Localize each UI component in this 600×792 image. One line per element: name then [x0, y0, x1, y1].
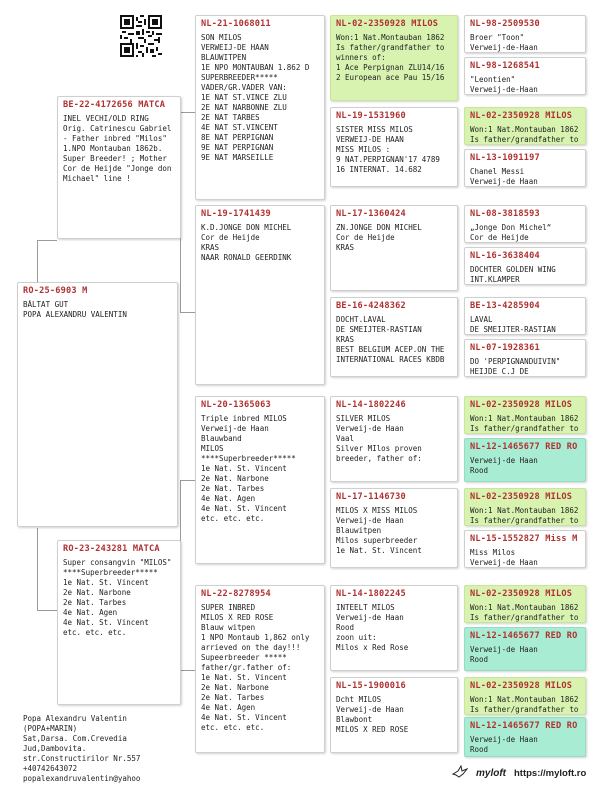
pedigree-granddam-maternal-card[interactable]: [195, 585, 325, 753]
ring-number: NL-98-1268541: [470, 61, 540, 71]
ring-number: NL-02-2350928 MILOS: [470, 400, 573, 410]
info-line: MILOS X MISS MILOS: [336, 506, 418, 515]
info-line: MISS MILOS :: [336, 145, 391, 154]
ring-number: NL-17-1146730: [336, 492, 406, 502]
info-line: Dcht MILOS: [336, 695, 382, 704]
ring-number: NL-16-3638404: [470, 251, 540, 261]
info-line: Blawbont: [336, 715, 373, 724]
connector-line: [180, 670, 195, 671]
info-line: 1e Nat. St. Vincent: [201, 673, 287, 682]
info-line: INTERNATIONAL RACES KBDB: [336, 355, 445, 364]
ring-number: NL-22-8278954: [201, 589, 271, 599]
info-line: 2e Nat. Tarbes: [201, 484, 265, 493]
ring-number: NL-12-1465677 RED RO: [470, 721, 578, 731]
pedigree-subject-card[interactable]: [17, 282, 178, 527]
info-line: 2e Nat. Tarbes: [201, 693, 265, 702]
info-line: Broer "Toon": [470, 33, 525, 42]
info-line: 4e Nat. Agen: [63, 608, 118, 617]
info-line: Milos superbreeder: [336, 536, 418, 545]
info-line: 4e Nat. St. Vincent: [201, 504, 287, 513]
info-line: BLAUWITPEN: [201, 53, 247, 62]
owner-line: str.Constructirilor Nr.557: [23, 754, 141, 763]
info-line: 4e Nat. Agen: [201, 494, 256, 503]
pedigree-sire-card[interactable]: [57, 96, 181, 239]
ring-number: NL-21-1068011: [201, 19, 271, 29]
info-line: Is father/grandfather to: [470, 516, 579, 525]
info-line: Super consangvin "MILOS": [63, 558, 172, 567]
info-line: Verweij-de Haan: [470, 645, 538, 654]
info-line: Rood: [470, 655, 489, 664]
info-line: DE SMEIJTER-RASTIAN: [336, 325, 422, 334]
info-line: etc. etc. etc.: [63, 628, 127, 637]
pedigree-gg-card[interactable]: [330, 297, 458, 377]
info-line: Silver MIlos proven: [336, 444, 422, 453]
info-line: SUPER INBRED: [201, 603, 256, 612]
info-line: 4e Nat. Agen: [201, 703, 256, 712]
info-line: Won:1 Nat.Montauban 1862: [336, 33, 445, 42]
info-line: 2e Nat. Narbone: [63, 588, 131, 597]
info-line: Miss Milos: [470, 548, 516, 557]
info-line: Supeerbreeder *****: [201, 653, 287, 662]
info-line: Won:1 Nat.Montauban 1862: [470, 414, 579, 423]
pedigree-gg-card[interactable]: [330, 205, 458, 291]
pedigree-gg-card[interactable]: [330, 15, 458, 101]
info-line: KRAS: [336, 243, 355, 252]
info-line: - Father inbred "Milos": [63, 134, 167, 143]
info-line: winners of:: [336, 53, 386, 62]
pedigree-ggg-card[interactable]: [464, 15, 586, 53]
pedigree-ggg-card[interactable]: [464, 297, 586, 335]
owner-line: Sat,Darsa. Com.Crevedia: [23, 734, 127, 743]
pedigree-ggg-card[interactable]: [464, 57, 586, 95]
info-line: MILOS X RED ROSE: [201, 613, 274, 622]
info-line: Michael" line !: [63, 174, 131, 183]
info-line: INEL VECHI/OLD RING: [63, 114, 149, 123]
info-line: etc. etc. etc.: [201, 514, 265, 523]
pedigree-dam-card[interactable]: [57, 540, 181, 705]
info-line: INTEELT MILOS: [336, 603, 395, 612]
ring-number: NL-02-2350928 MILOS: [470, 111, 573, 121]
pedigree-ggg-card[interactable]: [464, 530, 586, 568]
pedigree-gg-card[interactable]: [330, 488, 458, 568]
info-line: KRAS: [336, 335, 355, 344]
info-line: 16 INTERNAT. 14.682: [336, 165, 422, 174]
info-line: Blauwitpen: [336, 526, 382, 535]
pedigree-gg-card[interactable]: [330, 107, 458, 187]
info-line: DE SMEIJTER-RASTIAN: [470, 325, 556, 334]
brand-logo: myloft: [476, 768, 506, 779]
info-line: Rood: [336, 623, 355, 632]
info-line: VADER/GR.VADER VAN:: [201, 83, 287, 92]
ring-number: NL-19-1741439: [201, 209, 271, 219]
info-line: LAVAL: [470, 315, 493, 324]
pedigree-grandsire-paternal-card[interactable]: [195, 15, 325, 200]
pedigree-gg-card[interactable]: [330, 396, 458, 482]
info-line: BEST BELGIUM ACEP.ON THE: [336, 345, 445, 354]
info-line: "Leontien": [470, 75, 516, 84]
info-line: 9E NAT MARSEILLE: [201, 153, 274, 162]
info-line: Won:1 Nat.Montauban 1862: [470, 506, 579, 515]
info-line: 2e Nat. Narbone: [201, 683, 269, 692]
brand-footer: [452, 765, 586, 782]
info-line: etc. etc. etc.: [201, 723, 265, 732]
info-line: BĂLTAT GUT: [23, 300, 69, 309]
info-line: Rood: [470, 745, 489, 754]
info-line: Won:1 Nat.Montauban 1862: [470, 603, 579, 612]
pedigree-ggg-card[interactable]: [464, 247, 586, 285]
pedigree-gg-card[interactable]: [330, 677, 458, 753]
info-line: K.D.JONGE DON MICHEL: [201, 223, 292, 232]
info-line: Verweij-de Haan: [336, 705, 404, 714]
info-line: 2e Nat. Narbone: [201, 474, 269, 483]
owner-line: (POPA+MARIN): [23, 724, 78, 733]
ring-number: NL-12-1465677 RED RO: [470, 631, 578, 641]
pedigree-ggg-card[interactable]: [464, 585, 586, 623]
connector-line: [37, 240, 38, 282]
ring-number: NL-02-2350928 MILOS: [470, 681, 573, 691]
info-line: SILVER MILOS: [336, 414, 391, 423]
info-line: 1.NPO Montauban 1862b.: [63, 144, 163, 153]
pigeon-icon: [452, 765, 468, 782]
info-line: Verweij-de Haan: [201, 424, 269, 433]
info-line: Rood: [470, 466, 489, 475]
info-line: Verweij-de Haan: [336, 424, 404, 433]
info-line: Super Breeder! ; Mother: [63, 154, 167, 163]
info-line: Is father/grandfather to: [470, 424, 579, 433]
info-line: 1e Nat. St. Vincent: [336, 546, 422, 555]
info-line: Verweij-de Haan: [336, 613, 404, 622]
info-line: INT.KLAMPER: [470, 275, 520, 284]
info-line: 4E NAT ST.VINCENT: [201, 123, 278, 132]
pedigree-gg-card[interactable]: [330, 585, 458, 671]
owner-line: +40742643072: [23, 764, 78, 773]
info-line: 8E NAT PERPIGNAN: [201, 133, 274, 142]
owner-line: Popa Alexandru Valentin: [23, 714, 127, 723]
pedigree-ggg-card[interactable]: [464, 677, 586, 715]
ring-number: BE-16-4248362: [336, 301, 406, 311]
ring-number: NL-14-1802246: [336, 400, 406, 410]
info-line: VERWEIJ-DE HAAN: [201, 43, 269, 52]
ring-number: NL-02-2350928 MILOS: [470, 492, 573, 502]
info-line: ****Superbreeder*****: [201, 454, 296, 463]
ring-number: NL-15-1552827 Miss M: [470, 534, 578, 544]
info-line: 1E NPO MONTAUBAN 1.862 D: [201, 63, 310, 72]
info-line: Cor de Heijde: [336, 233, 395, 242]
info-line: Verweij-de-Haan: [470, 43, 538, 52]
connector-line: [180, 480, 195, 481]
info-line: Cor de Heijde: [470, 233, 529, 242]
info-line: 4e Nat. St. Vincent: [63, 618, 149, 627]
ring-number: NL-13-1091197: [470, 153, 540, 163]
info-line: MILOS: [201, 444, 224, 453]
ring-number: RO-25-6903 M: [23, 286, 88, 296]
info-line: Is father/grandfather to: [336, 43, 445, 52]
ring-number: NL-14-1802245: [336, 589, 406, 599]
info-line: DO 'PERPIGNANDUIVIN": [470, 357, 561, 366]
info-line: Verweij-de Haan: [336, 516, 404, 525]
pedigree-ggg-card[interactable]: [464, 149, 586, 187]
info-line: VERWEIJ-DE HAAN: [336, 135, 404, 144]
info-line: Won:1 Nat.Montauban 1862: [470, 695, 579, 704]
qr-code: [120, 15, 162, 57]
ring-number: RO-23-243281 MATCA: [63, 544, 160, 554]
info-line: POPA ALEXANDRU VALENTIN: [23, 310, 127, 319]
info-line: 9 NAT.PERPIGNAN'17 4789: [336, 155, 440, 164]
info-line: 2e Nat. Tarbes: [63, 598, 127, 607]
pedigree-granddam-paternal-card[interactable]: [195, 205, 325, 385]
owner-contact-block: [23, 714, 140, 784]
owner-email[interactable]: popalexandruvalentin@yahoo: [23, 774, 141, 783]
info-line: Milos x Red Rose: [336, 643, 409, 652]
info-line: Is father/grandfather to: [470, 705, 579, 714]
ring-number: NL-07-1928361: [470, 343, 540, 353]
info-line: MILOS X RED ROSE: [336, 725, 409, 734]
info-line: ****Superbreeder*****: [63, 568, 158, 577]
connector-line: [37, 240, 57, 241]
info-line: arrieved on the day!!!: [201, 643, 301, 652]
pedigree-ggg-card[interactable]: [464, 339, 586, 377]
ring-number: NL-15-1900016: [336, 681, 406, 691]
owner-line: Jud,Dambovita.: [23, 744, 87, 753]
pedigree-grandsire-maternal-card[interactable]: [195, 396, 325, 564]
info-line: 9E NAT PERPIGNAN: [201, 143, 274, 152]
info-line: zoon uit:: [336, 633, 377, 642]
info-line: Orig. Catrinescu Gabriel: [63, 124, 172, 133]
brand-url-link[interactable]: https://myloft.ro: [514, 768, 587, 779]
info-line: KRAS: [201, 243, 220, 252]
pedigree-ggg-card[interactable]: [464, 396, 586, 434]
connector-line: [180, 312, 195, 313]
info-line: 1 Ace Perpignan ZLU14/16: [336, 63, 445, 72]
ring-number: NL-20-1365063: [201, 400, 271, 410]
ring-number: NL-02-2350928 MILOS: [470, 589, 573, 599]
pedigree-ggg-card[interactable]: [464, 488, 586, 526]
ring-number: NL-19-1531960: [336, 111, 406, 121]
info-line: NAAR RONALD GEERDINK: [201, 253, 292, 262]
pedigree-ggg-card[interactable]: [464, 205, 586, 243]
info-line: Vaal: [336, 434, 355, 443]
info-line: Triple inbred MILOS: [201, 414, 287, 423]
info-line: ZN.JONGE DON MICHEL: [336, 223, 422, 232]
pedigree-ggg-card[interactable]: [464, 438, 586, 482]
info-line: SISTER MISS MILOS: [336, 125, 413, 134]
info-line: 4e Nat. St. Vincent: [201, 713, 287, 722]
info-line: SUPERBREEDER*****: [201, 73, 278, 82]
ring-number: NL-12-1465677 RED RO: [470, 442, 578, 452]
info-line: Verweij-de Haan: [470, 558, 538, 567]
ring-number: NL-08-3818593: [470, 209, 540, 219]
info-line: Blauw witpen: [201, 623, 256, 632]
ring-number: NL-17-1360424: [336, 209, 406, 219]
info-line: Is father/grandfather to: [470, 135, 579, 144]
ring-number: BE-13-4285904: [470, 301, 540, 311]
pedigree-ggg-card[interactable]: [464, 717, 586, 757]
info-line: breeder, father of:: [336, 454, 422, 463]
info-line: Cor de Heijde: [201, 233, 260, 242]
ring-number: BE-22-4172656 MATCA: [63, 100, 166, 110]
info-line: SON MILOS: [201, 33, 242, 42]
info-line: Verweij-de-Haan: [470, 85, 538, 94]
connector-line: [180, 112, 195, 113]
info-line: Chanel Messi: [470, 167, 525, 176]
info-line: DOCHT.LAVAL: [336, 315, 386, 324]
connector-line: [37, 528, 38, 610]
info-line: 2E NAT NARBONNE ZLU: [201, 103, 287, 112]
ring-number: NL-98-2509530: [470, 19, 540, 29]
info-line: Blauwband: [201, 434, 242, 443]
info-line: Cor de Heijde "Jonge don: [63, 164, 172, 173]
connector-line: [37, 610, 57, 611]
info-line: 1E NAT ST.VINCE ZLU: [201, 93, 287, 102]
info-line: Is father/grandfather to: [470, 613, 579, 622]
pedigree-ggg-card[interactable]: [464, 107, 586, 145]
info-line: „Jonge Don Michel“: [470, 223, 552, 232]
info-line: Won:1 Nat.Montauban 1862: [470, 125, 579, 134]
info-line: HEIJDE C.J DE: [470, 367, 529, 376]
info-line: 2E NAT TARBES: [201, 113, 260, 122]
info-line: Verweij-de Haan: [470, 735, 538, 744]
pedigree-ggg-card[interactable]: [464, 627, 586, 671]
ring-number: NL-02-2350928 MILOS: [336, 19, 439, 29]
info-line: Verweij-de Haan: [470, 456, 538, 465]
info-line: Verweij-de Haan: [470, 177, 538, 186]
info-line: DOCHTER GOLDEN WING: [470, 265, 556, 274]
info-line: 1e Nat. St. Vincent: [63, 578, 149, 587]
info-line: 1e Nat. St. Vincent: [201, 464, 287, 473]
info-line: 2 European ace Pau 15/16: [336, 73, 445, 82]
info-line: 1 NPO Montaub 1,862 only: [201, 633, 310, 642]
info-line: father/gr.father of:: [201, 663, 292, 672]
